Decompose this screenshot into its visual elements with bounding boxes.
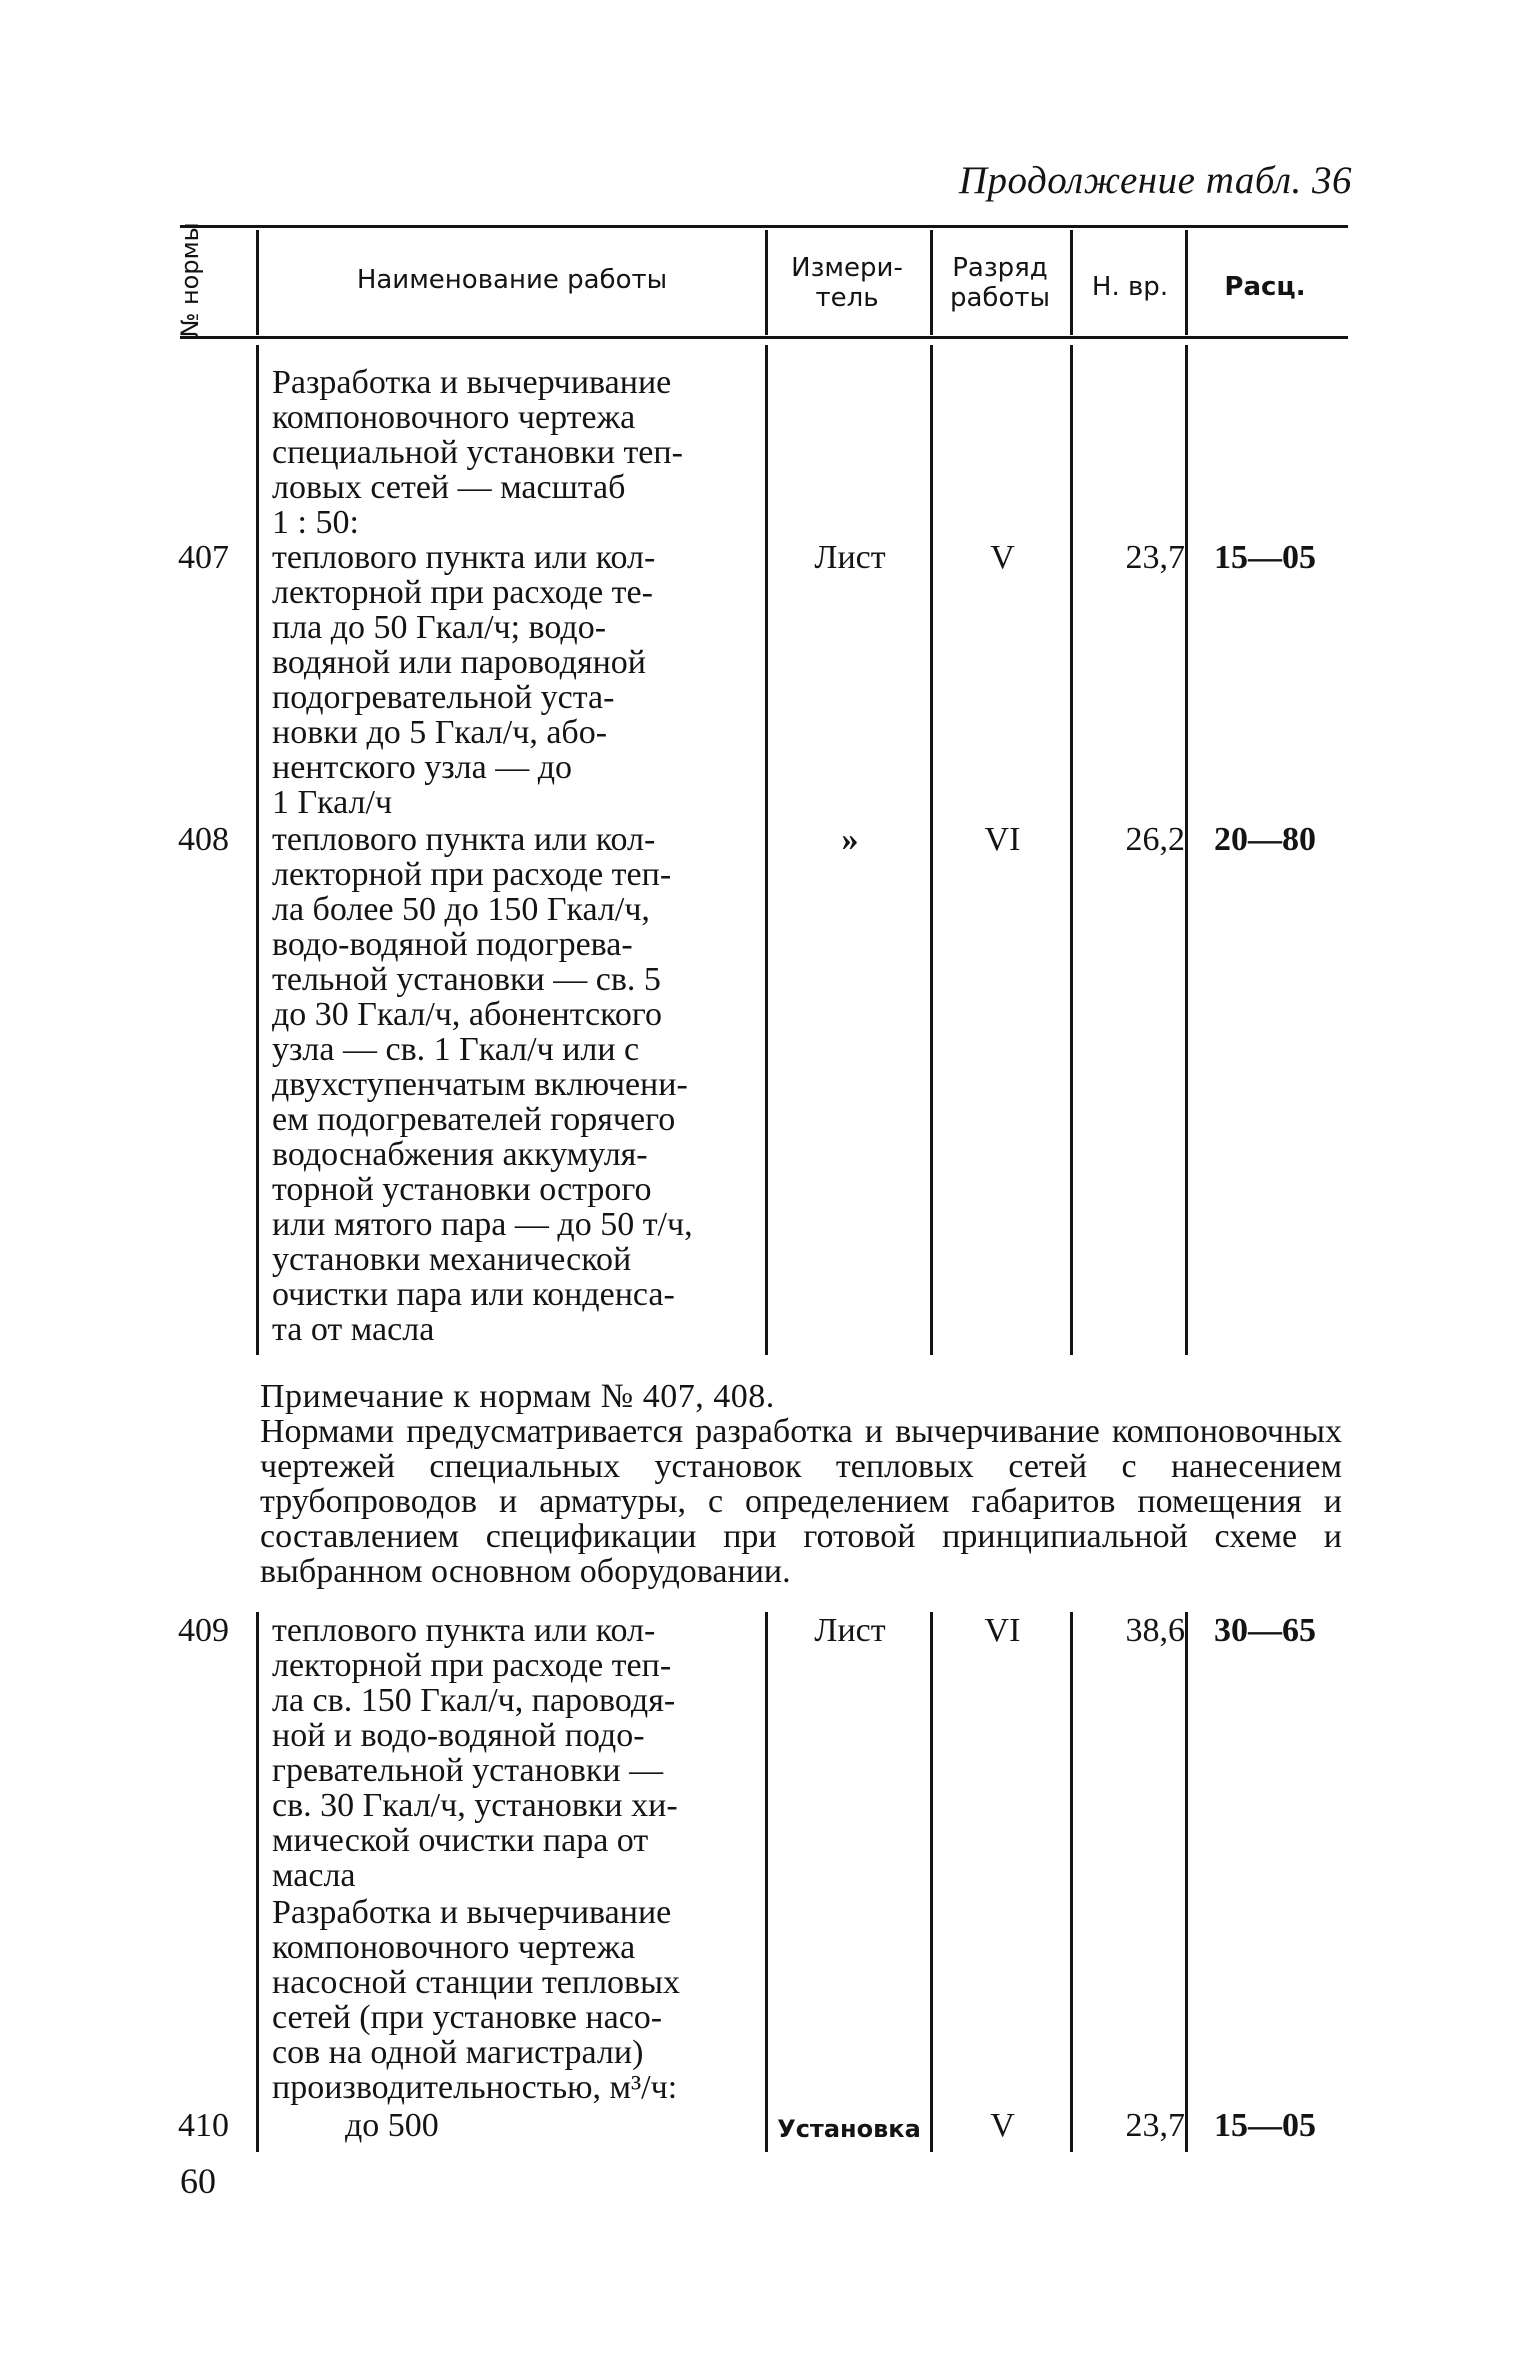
note-text: Нормами предусматривается разработка и вычерчивание компоновочных чертежей специальных установок тепловых сетей с нанесением трубопроводов и арматуры, с определением габаритов помещения и составлением спецификации при готовой принципиальной схеме и выбранном основном оборудовании.	[260, 1413, 1342, 1590]
column-divider	[256, 230, 259, 335]
table-continuation-caption: Продолжение табл. 36	[958, 159, 1352, 202]
column-header-number: № нормы	[176, 222, 204, 338]
grade-cell: VI	[984, 1612, 1021, 1649]
column-divider	[1070, 230, 1073, 335]
note-heading: Примечание к нормам № 407, 408.	[260, 1378, 775, 1415]
rate-cell: 30—65	[1214, 1612, 1316, 1649]
time-cell: 23,7	[1125, 539, 1185, 576]
time-cell: 23,7	[1125, 2107, 1185, 2144]
column-divider	[930, 230, 933, 335]
rate-cell: 15—05	[1214, 539, 1316, 576]
column-divider	[765, 1612, 768, 2152]
column-divider	[1185, 230, 1188, 335]
work-section-intro: Разработка и вычерчивание компоновочного чертежа специальной установки теп- ловых сетей — масштаб 1 : 50:	[272, 364, 683, 541]
column-divider	[256, 1612, 259, 2152]
unit-cell: »	[841, 821, 859, 858]
column-header-grade: Разряд работы	[949, 253, 1051, 313]
unit-cell: Лист	[814, 539, 886, 576]
column-header-rate: Расц.	[1224, 272, 1306, 302]
norm-number: 407	[178, 539, 229, 576]
column-divider	[765, 345, 768, 1355]
norm-number: 408	[178, 821, 229, 858]
work-description: теплового пункта или кол- лекторной при расходе теп- ла более 50 до 150 Гкал/ч, водо-водяной подогрева- тельной установки — св. 5 до 30 Гкал/ч, абонентского узла — св. 1 Гкал/ч или с двухступенчатым включени- ем подогревателей горячего водоснабжения аккумуля- торной установки острого или мятого пара — до 50 т/ч, установки механической очистки пара или конденса- та от масла	[272, 821, 693, 1348]
work-section-intro: Разработка и вычерчивание компоновочного чертежа насосной станции тепловых сетей (при установке насо- сов на одной магистрали) производительностью, м³/ч:	[272, 1894, 680, 2106]
work-description: до 500	[345, 2107, 439, 2144]
work-description: теплового пункта или кол- лекторной при расходе теп- ла св. 150 Гкал/ч, пароводя- ной и водо-водяной подо- гревательной установки — св. 30 Гкал/ч, установки хи- мической очистки пара от масла	[272, 1612, 678, 1894]
page-number: 60	[180, 2161, 216, 2201]
unit-cell: Установка	[777, 2115, 921, 2143]
time-cell: 38,6	[1125, 1612, 1185, 1649]
column-divider	[256, 345, 259, 1355]
column-header-name: Наименование работы	[356, 265, 668, 295]
work-description: теплового пункта или кол- лекторной при расходе те- пла до 50 Гкал/ч; водо- водяной или пароводяной подогревательной уста- новки до 5 Гкал/ч, або- нентского узла — до 1 Гкал/ч	[272, 539, 656, 821]
column-header-time: Н. вр.	[1091, 272, 1169, 302]
grade-cell: VI	[984, 821, 1021, 858]
column-divider	[1070, 345, 1073, 1355]
column-divider	[765, 230, 768, 335]
rate-cell: 20—80	[1214, 821, 1316, 858]
column-divider	[930, 345, 933, 1355]
column-divider	[930, 1612, 933, 2152]
grade-cell: V	[990, 539, 1015, 576]
column-header-unit: Измери- тель	[791, 253, 903, 313]
norm-number: 410	[178, 2107, 229, 2144]
column-divider	[1185, 345, 1188, 1355]
header-bottom-rule	[180, 336, 1348, 339]
time-cell: 26,2	[1125, 821, 1185, 858]
header-top-rule	[180, 225, 1348, 228]
rate-cell: 15—05	[1214, 2107, 1316, 2144]
column-divider	[1070, 1612, 1073, 2152]
unit-cell: Лист	[814, 1612, 886, 1649]
column-divider	[1185, 1612, 1188, 2152]
grade-cell: V	[990, 2107, 1015, 2144]
norm-number: 409	[178, 1612, 229, 1649]
